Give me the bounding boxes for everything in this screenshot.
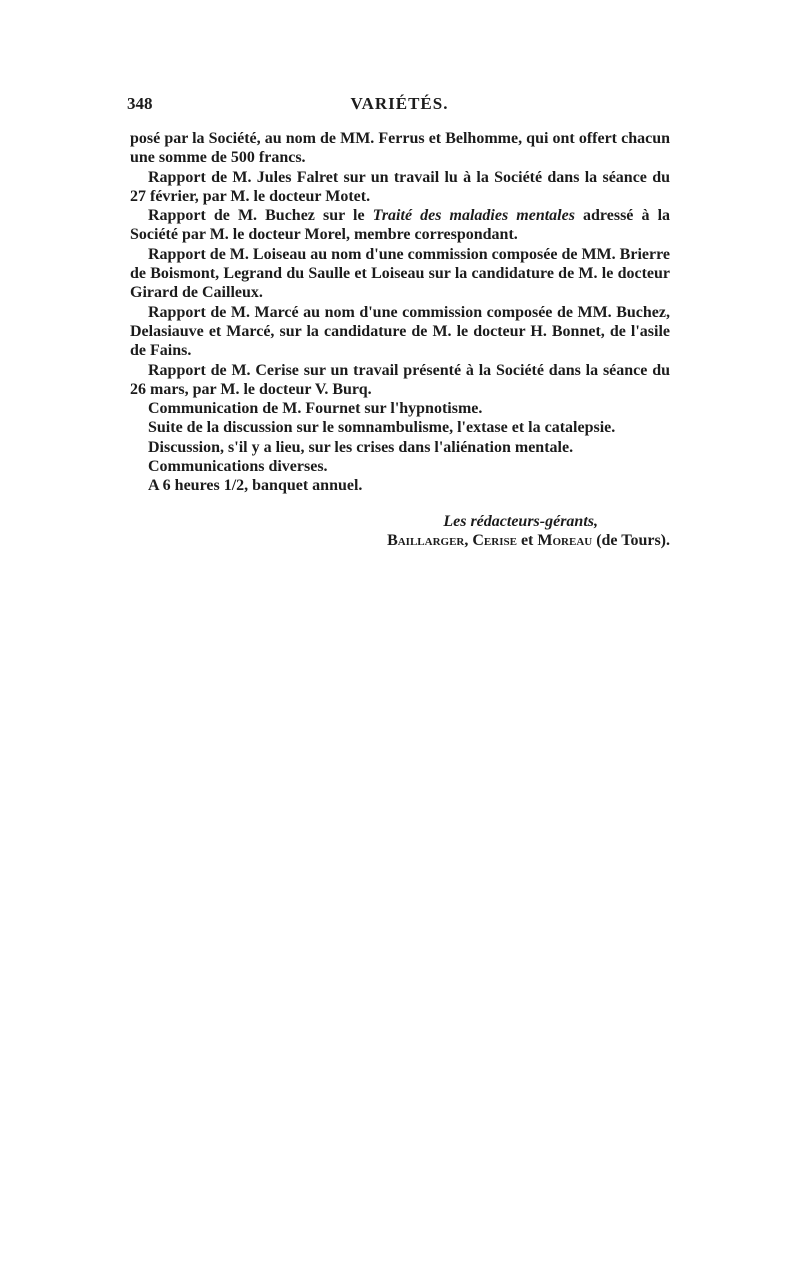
paragraph: Rapport de M. Jules Falret sur un travail lu à la Société dans la séance du 27 février, par M. le docteur Motet. [130, 168, 670, 205]
running-header [127, 94, 672, 118]
separator: et [516, 531, 538, 549]
page-number: 348 [127, 94, 153, 113]
signature-title: Les rédacteurs-gérants, [443, 512, 598, 530]
paragraph: posé par la Société, au nom de MM. Ferrus et Belhomme, qui ont offert chacun une somme de 500 francs. [130, 130, 670, 167]
paragraph: Suite de la discussion sur le somnambulisme, l'extase et la catalepsie. [148, 419, 616, 437]
signatory-name: Moreau [537, 531, 593, 549]
paragraph: Communication de M. Fournet sur l'hypnotisme. [148, 400, 483, 418]
paragraph: Communications diverses. [148, 458, 328, 476]
signatory-name: Baillarger [387, 531, 465, 549]
signatory-name: Cerise [472, 531, 517, 549]
paragraph: Rapport de M. Cerise sur un travail présenté à la Société dans la séance du 26 mars, par M. le docteur V. Burq. [130, 361, 670, 398]
page-body [130, 129, 670, 550]
paragraph [130, 206, 670, 245]
paragraph: Discussion, s'il y a lieu, sur les crises dans l'aliénation mentale. [148, 438, 574, 456]
paragraph-text: Rapport de M. Buchez sur le [148, 207, 373, 225]
signature-block [130, 512, 670, 551]
paragraph: Rapport de M. Loiseau au nom d'une commission composée de MM. Brierre de Boismont, Legrand du Saulle et Loiseau sur la candidature de M. le docteur Girard de Cailleux. [130, 245, 670, 302]
running-title: VARIÉTÉS. [350, 94, 449, 113]
paragraph: A 6 heures 1/2, banquet annuel. [148, 477, 363, 495]
book-title: Traité des maladies mentales [372, 207, 575, 225]
signature-names [130, 531, 670, 550]
signatory-suffix: (de Tours). [592, 531, 670, 549]
separator: , [464, 531, 473, 549]
paragraph: Rapport de M. Marcé au nom d'une commission composée de MM. Buchez, Delasiauve et Marcé, sur la candidature de M. le docteur H. Bonnet, de l'asile de Fains. [130, 303, 670, 360]
paragraph-text: adressé à la Société par M. le docteur Morel, membre correspondant. [130, 207, 671, 244]
